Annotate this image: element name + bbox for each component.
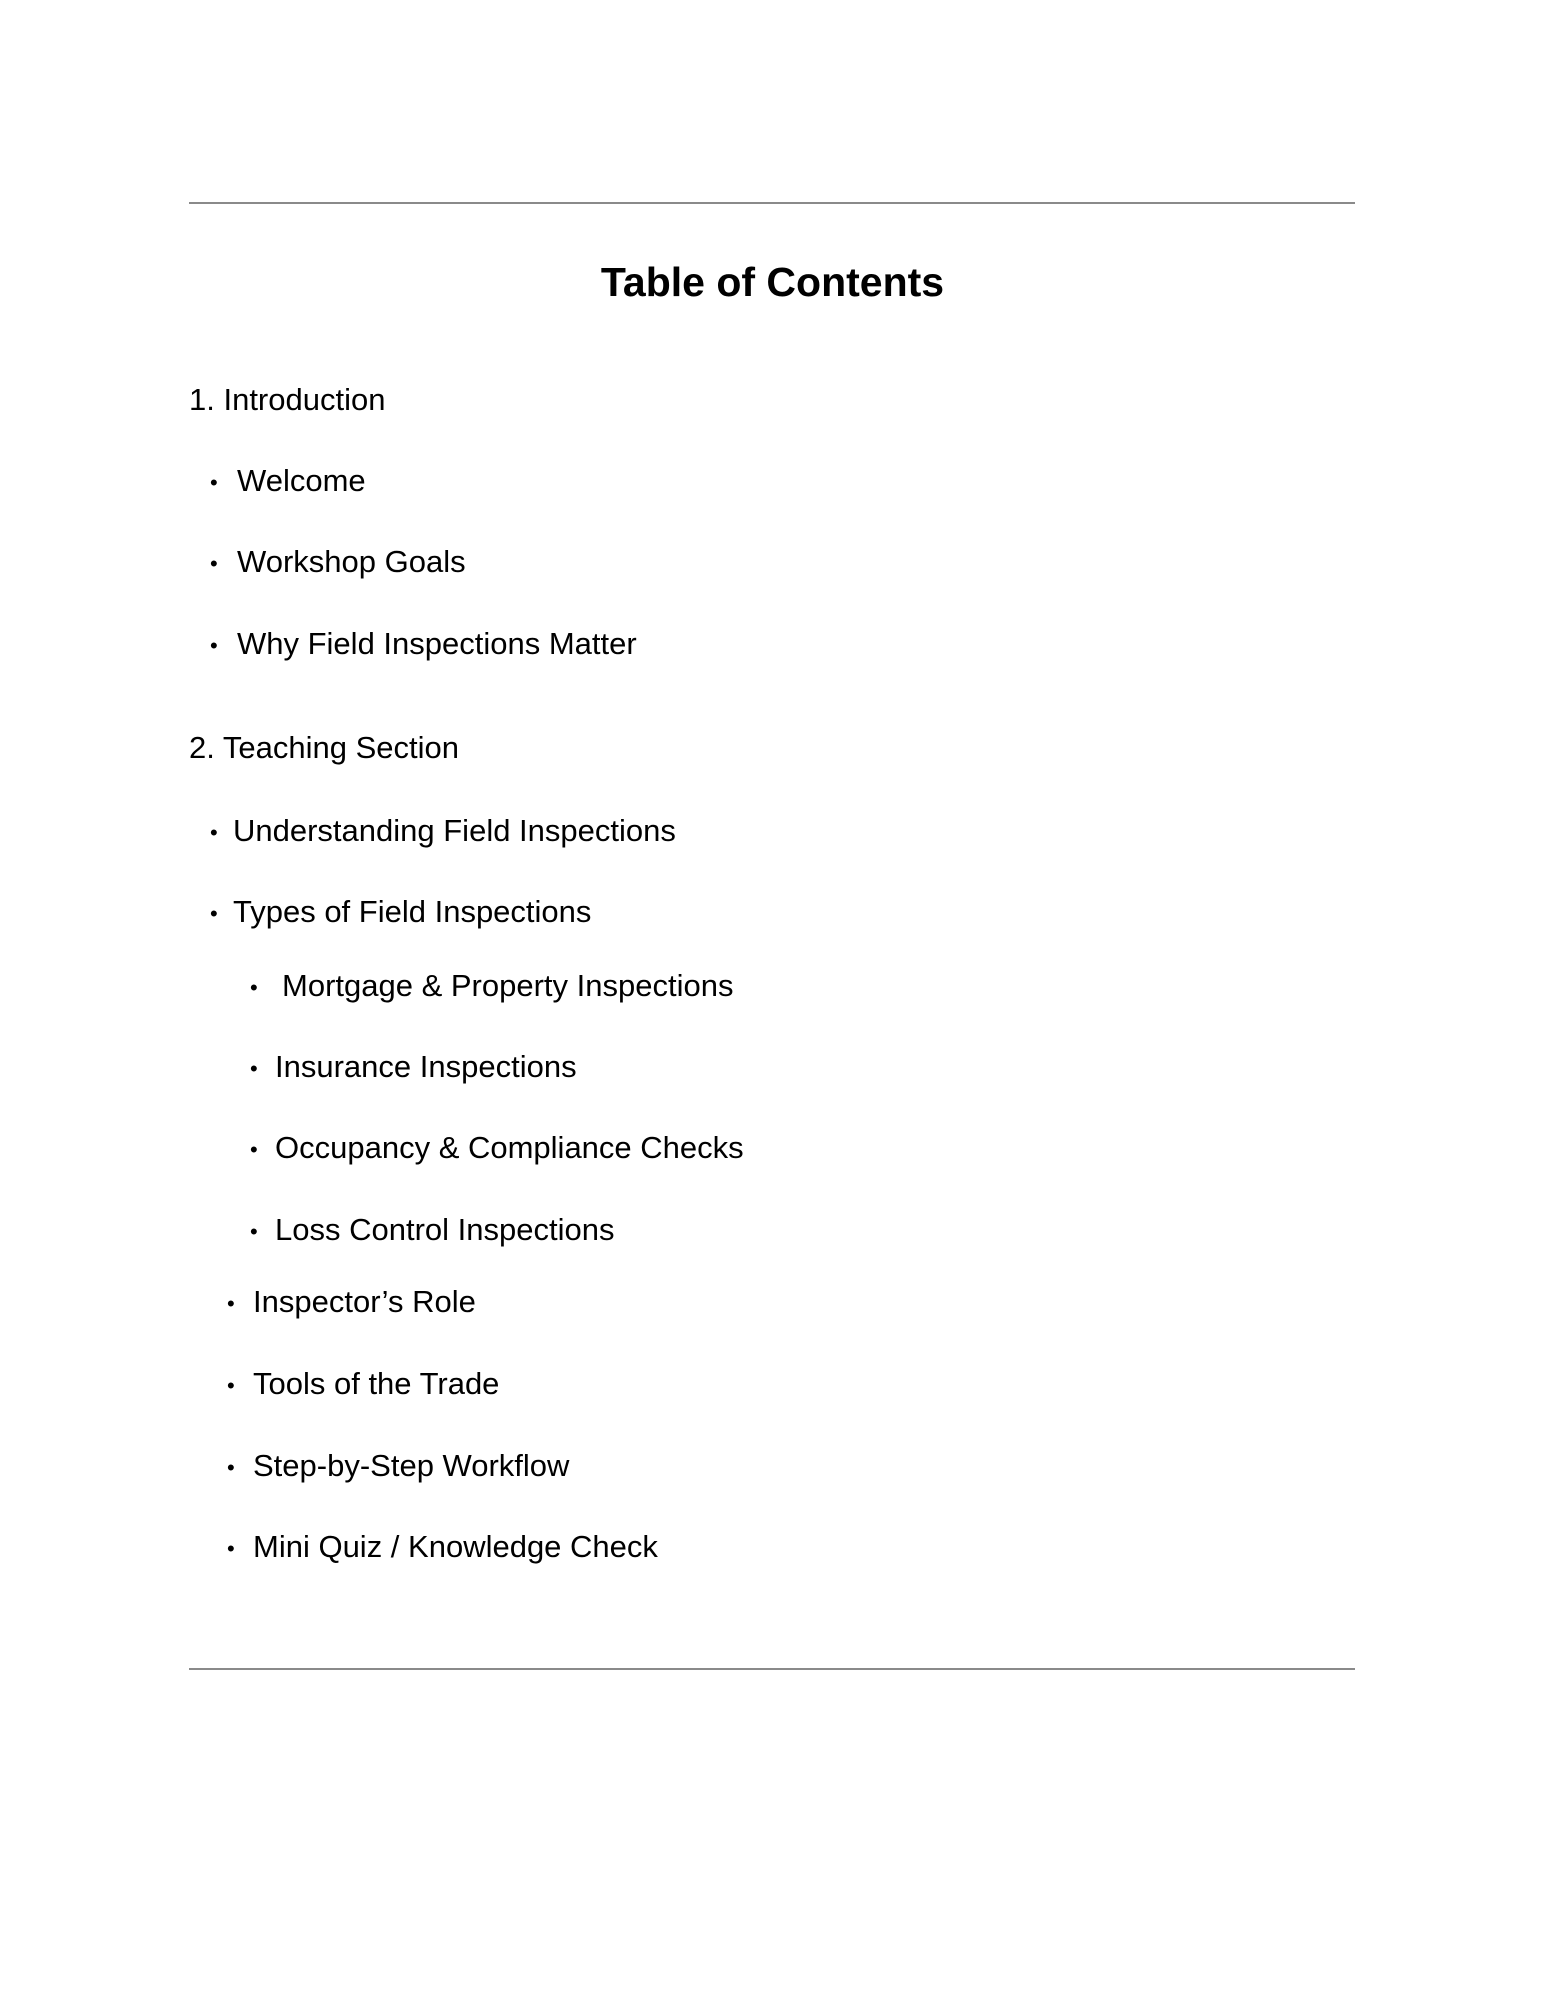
bullet-icon: • <box>227 1455 235 1480</box>
section-heading-teaching: 2. Teaching Section <box>189 730 460 765</box>
bullet-icon: • <box>250 975 258 1000</box>
bullet-icon: • <box>250 1137 258 1162</box>
toc-subitem-mortgage-property: Mortgage & Property Inspections <box>282 968 734 1003</box>
bullet-icon: • <box>227 1536 235 1561</box>
toc-subitem-occupancy-compliance: Occupancy & Compliance Checks <box>275 1130 744 1165</box>
toc-item-mini-quiz: Mini Quiz / Knowledge Check <box>253 1529 658 1564</box>
toc-item-workshop-goals: Workshop Goals <box>237 544 466 579</box>
toc-item-step-by-step-workflow: Step-by-Step Workflow <box>253 1448 570 1483</box>
toc-subitem-insurance: Insurance Inspections <box>275 1049 577 1084</box>
bottom-divider <box>189 1668 1355 1670</box>
toc-item-tools-of-the-trade: Tools of the Trade <box>253 1366 500 1401</box>
toc-item-why-field-inspections-matter: Why Field Inspections Matter <box>237 626 637 661</box>
toc-item-welcome: Welcome <box>237 463 366 498</box>
bullet-icon: • <box>250 1056 258 1081</box>
toc-subitem-loss-control: Loss Control Inspections <box>275 1212 615 1247</box>
toc-item-understanding-field-inspections: Understanding Field Inspections <box>233 813 676 848</box>
bullet-icon: • <box>210 901 218 926</box>
top-divider <box>189 202 1355 204</box>
bullet-icon: • <box>210 820 218 845</box>
bullet-icon: • <box>227 1291 235 1316</box>
toc-item-types-of-field-inspections: Types of Field Inspections <box>233 894 592 929</box>
bullet-icon: • <box>227 1373 235 1398</box>
toc-item-inspectors-role: Inspector’s Role <box>253 1284 476 1319</box>
bullet-icon: • <box>210 633 218 658</box>
page-title: Table of Contents <box>600 259 945 305</box>
bullet-icon: • <box>210 470 218 495</box>
section-heading-introduction: 1. Introduction <box>189 382 386 417</box>
bullet-icon: • <box>250 1219 258 1244</box>
bullet-icon: • <box>210 551 218 576</box>
